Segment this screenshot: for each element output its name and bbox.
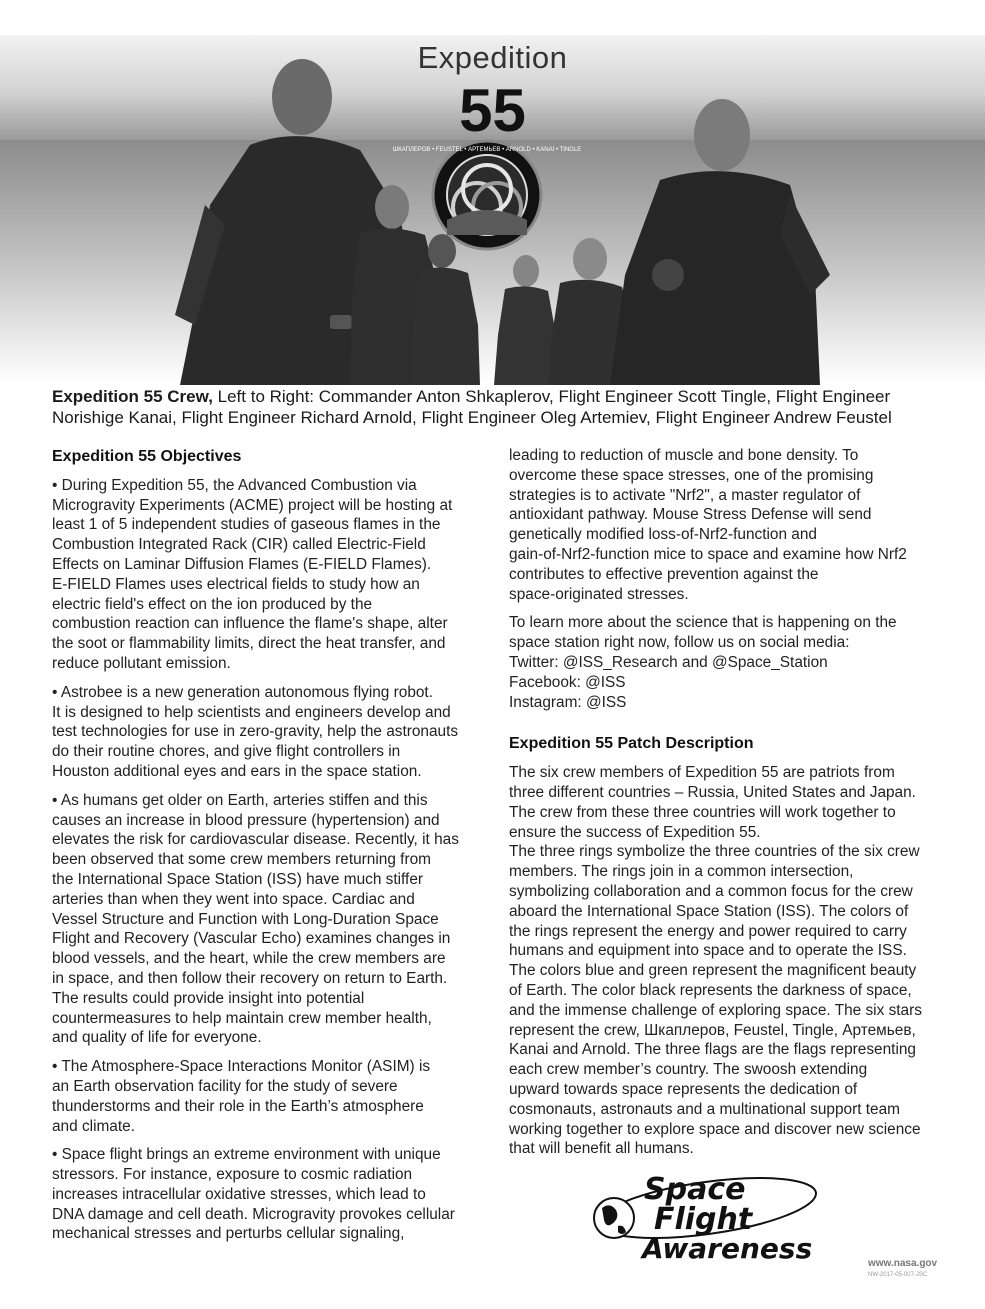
objective-astrobee bbox=[52, 683, 472, 782]
text-line: causes an increase in blood pressure (hypertension) and bbox=[52, 811, 440, 829]
text-line: three different countries – Russia, United States and Japan. bbox=[509, 783, 916, 801]
text-line: increases intracellular oxidative stresses, which lead to bbox=[52, 1185, 426, 1203]
page-title-word: Expedition bbox=[417, 40, 568, 75]
twitter-handles: Twitter: @ISS_Research and @Space_Station bbox=[509, 653, 828, 671]
text-line: genetically modified loss-of-Nrf2-function and bbox=[509, 526, 817, 544]
crew-member-arnold bbox=[494, 255, 558, 385]
text-line: • As humans get older on Earth, arteries stiffen and this bbox=[52, 791, 428, 809]
text-line: Combustion Integrated Rack (CIR) called Electric-Field bbox=[52, 536, 426, 554]
right-column bbox=[509, 446, 939, 1168]
facebook-handle: Facebook: @ISS bbox=[509, 673, 626, 691]
footer-code: NW-2017-05-007-JSC bbox=[868, 1272, 928, 1278]
text-line: arteries than when they went into space. Cardiac and bbox=[52, 890, 415, 908]
text-line: and climate. bbox=[52, 1117, 135, 1135]
text-line: reduce pollutant emission. bbox=[52, 654, 231, 672]
text-line: combustion reaction can influence the flame's shape, alter bbox=[52, 615, 448, 633]
mission-patch-icon bbox=[393, 141, 582, 249]
text-line: stressors. For instance, exposure to cosmic radiation bbox=[52, 1166, 413, 1184]
page-title-number: 55 bbox=[459, 77, 526, 144]
patch-description bbox=[509, 763, 939, 1159]
text-line: working together to explore space and discover new science bbox=[509, 1120, 921, 1138]
text-line: each crew member’s country. The swoosh extending bbox=[509, 1061, 868, 1079]
crew-caption bbox=[52, 386, 942, 428]
text-line: The results could provide insight into potential bbox=[52, 989, 365, 1007]
objective-vascular-echo bbox=[52, 791, 472, 1048]
logo-word-space: Space bbox=[644, 1172, 746, 1207]
text-line: leading to reduction of muscle and bone density. To bbox=[509, 447, 859, 464]
text-line: do their routine chores, and give flight controllers in bbox=[52, 743, 401, 761]
patch-heading: Expedition 55 Patch Description bbox=[509, 735, 754, 753]
text-line: upward towards space represents the dedication of bbox=[509, 1080, 858, 1098]
objective-mouse-stress bbox=[52, 1145, 472, 1244]
text-line: To learn more about the science that is happening on the bbox=[509, 614, 897, 632]
caption-line-1: Left to Right: Commander Anton Shkaplerov, Flight Engineer Scott Tingle, Flight Engineer bbox=[212, 387, 891, 406]
text-line: least 1 of 5 independent studies of gaseous flames in the bbox=[52, 516, 441, 534]
text-line: represent the crew, Шкаплеров, Feustel, Tingle, Артемьев, bbox=[509, 1021, 916, 1039]
caption-line-2: Norishige Kanai, Flight Engineer Richard Arnold, Flight Engineer Oleg Artemiev, Flight Engineer Andrew Feustel bbox=[52, 408, 892, 427]
objectives-heading: Expedition 55 Objectives bbox=[52, 448, 242, 465]
text-line: the soot or flammability limits, direct the heat transfer, and bbox=[52, 635, 446, 653]
text-line: Vessel Structure and Function with Long-Duration Space bbox=[52, 910, 439, 928]
caption-bold: Expedition 55 Crew, bbox=[52, 387, 213, 406]
text-line: symbolizing collaboration and a common focus for the crew bbox=[509, 882, 913, 900]
text-line: E-FIELD Flames uses electrical fields to study how an bbox=[52, 575, 420, 593]
text-line: DNA damage and cell death. Microgravity provokes cellular bbox=[52, 1205, 455, 1223]
text-line: The three rings symbolize the three countries of the six crew bbox=[509, 843, 920, 861]
text-line: and the immense challenge of exploring space. The six stars bbox=[509, 1001, 922, 1019]
text-line: strategies is to activate "Nrf2", a master regulator of bbox=[509, 486, 861, 504]
text-line: ensure the success of Expedition 55. bbox=[509, 823, 761, 841]
logo-word-flight: Flight bbox=[654, 1202, 753, 1237]
text-line: antioxidant pathway. Mouse Stress Defense will send bbox=[509, 506, 872, 524]
text-line: It is designed to help scientists and engineers develop and bbox=[52, 703, 451, 721]
text-line: electric field's effect on the ion produced by the bbox=[52, 595, 373, 613]
objective-asim bbox=[52, 1057, 472, 1136]
objective-acme bbox=[52, 476, 472, 674]
logo-word-awareness: Awareness bbox=[642, 1232, 813, 1265]
patch-ring-text: ШКАПЛЕРОВ • FEUSTEL • АРТЕМЬЕВ • ARNOLD • KANAI • TINGLE bbox=[392, 147, 582, 153]
text-line: Effects on Laminar Diffusion Flames (E-FIELD Flames). bbox=[52, 555, 432, 573]
footer-url: www.nasa.gov bbox=[868, 1258, 938, 1269]
text-line: overcome these space stresses, one of the promising bbox=[509, 466, 874, 484]
text-line: blood vessels, and the heart, while the crew members are bbox=[52, 950, 446, 968]
text-line: in space, and then follow their recovery on return to Earth. bbox=[52, 969, 448, 987]
instagram-handle: Instagram: @ISS bbox=[509, 693, 627, 711]
text-line: The six crew members of Expedition 55 are patriots from bbox=[509, 764, 895, 782]
text-line: space-originated stresses. bbox=[509, 585, 689, 603]
text-line: countermeasures to help maintain crew member health, bbox=[52, 1009, 432, 1027]
text-line: • Space flight brings an extreme environment with unique bbox=[52, 1146, 441, 1164]
text-line: test technologies for use in zero-gravity, help the astronauts bbox=[52, 723, 459, 741]
text-line: • Astrobee is a new generation autonomous flying robot. bbox=[52, 683, 433, 701]
text-line: Microgravity Experiments (ACME) project will be hosting at bbox=[52, 496, 453, 514]
text-line: that will benefit all humans. bbox=[509, 1140, 694, 1158]
text-line: mechanical stresses and perturbs cellular signaling, bbox=[52, 1225, 405, 1243]
text-line: an Earth observation facility for the study of severe bbox=[52, 1077, 398, 1095]
text-line: aboard the International Space Station (ISS). The colors of bbox=[509, 902, 909, 920]
text-line: The crew from these three countries will work together to bbox=[509, 803, 896, 821]
text-line: Kanai and Arnold. The three flags are the flags representing bbox=[509, 1041, 916, 1059]
text-line: • The Atmosphere-Space Interactions Monitor (ASIM) is bbox=[52, 1058, 431, 1076]
text-line: the rings represent the energy and power required to carry bbox=[509, 922, 907, 940]
text-line: humans and equipment into space and to operate the ISS. bbox=[509, 942, 907, 960]
text-line: and quality of life for everyone. bbox=[52, 1029, 262, 1047]
text-line: of Earth. The color black represents the darkness of space, bbox=[509, 981, 912, 999]
space-flight-awareness-logo bbox=[592, 1168, 822, 1268]
text-line: space station right now, follow us on social media: bbox=[509, 634, 850, 652]
text-line: cosmonauts, astronauts and a multinational support team bbox=[509, 1100, 900, 1118]
text-line: been observed that some crew members returning from bbox=[52, 851, 431, 869]
text-line: Houston additional eyes and ears in the space station. bbox=[52, 762, 422, 780]
text-line: Flight and Recovery (Vascular Echo) examines changes in bbox=[52, 930, 451, 948]
text-line: contributes to effective prevention against the bbox=[509, 565, 819, 583]
social-media-info bbox=[509, 613, 939, 712]
text-line: gain-of-Nrf2-function mice to space and examine how Nrf2 bbox=[509, 545, 907, 563]
text-line: • During Expedition 55, the Advanced Combustion via bbox=[52, 476, 417, 494]
text-line: members. The rings join in a common intersection, bbox=[509, 863, 854, 881]
text-line: The colors blue and green represent the magnificent beauty bbox=[509, 962, 917, 980]
mouse-stress-continued bbox=[509, 446, 939, 604]
text-line: thunderstorms and their role in the Earth’s atmosphere bbox=[52, 1097, 424, 1115]
text-line: elevates the risk for cardiovascular disease. Recently, it has bbox=[52, 831, 459, 849]
objectives-column bbox=[52, 447, 472, 1253]
text-line: the International Space Station (ISS) have much stiffer bbox=[52, 870, 424, 888]
